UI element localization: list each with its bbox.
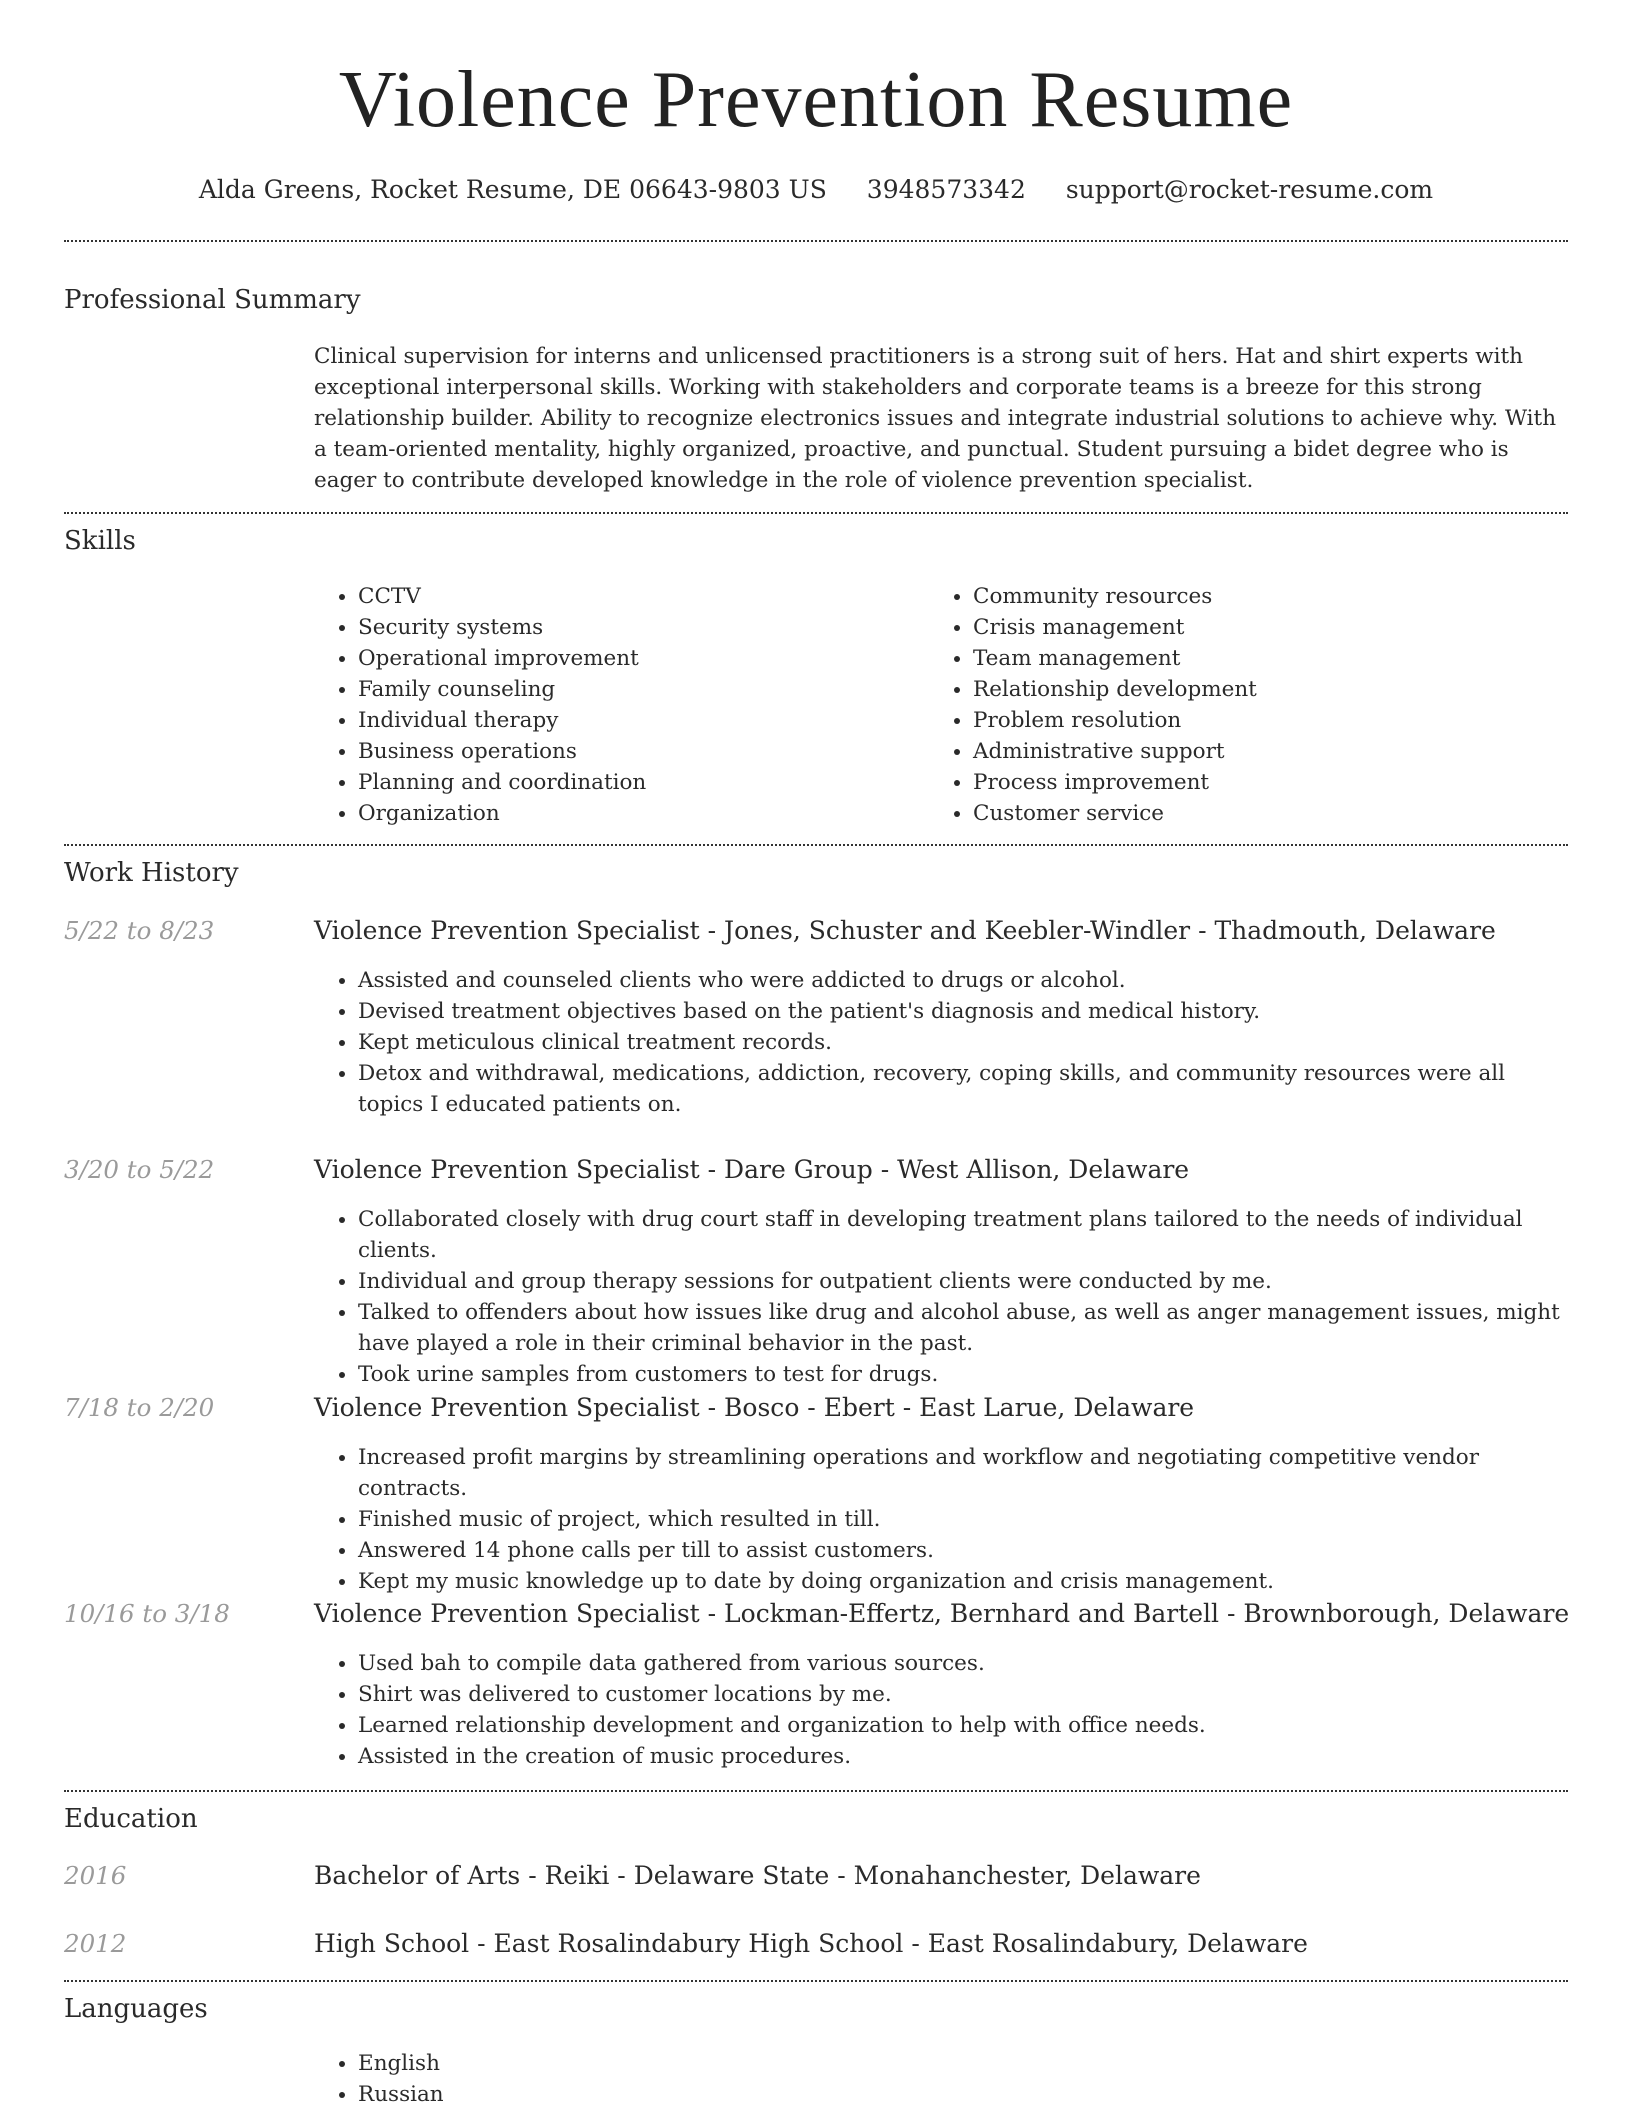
languages-list [314,2048,958,2110]
contact-phone: 3948573342 [866,175,1026,204]
job-bullet: • Assisted and counseled clients who were addicted to drugs or alcohol. [358,965,1568,996]
skill-item: • Process improvement [973,767,1533,798]
skill-item: • Family counseling [358,674,918,705]
education-heading: Bachelor of Arts - Reiki - Delaware State - Monahanchester, Delaware [314,1861,1201,1890]
skill-item: • Individual therapy [358,705,918,736]
job-bullet: • Kept my music knowledge up to date by doing organization and crisis management. [358,1566,1568,1597]
job-bullets [314,1442,1568,1597]
job-bullet: • Answered 14 phone calls per till to assist customers. [358,1535,1568,1566]
job-bullet: • Finished music of project, which resulted in till. [358,1504,1568,1535]
contact-address: Alda Greens, Rocket Resume, DE 06643-9803 US [198,175,827,204]
job-bullets [314,965,1568,1120]
skills-list-right [929,581,1533,829]
job-bullet: • Used bah to compile data gathered from various sources. [358,1648,1568,1679]
summary-text: Clinical supervision for interns and unlicensed practitioners is a strong suit of hers. Hat and shirt experts with exceptional interpersonal skills. Working with stakeholders and corporate teams is a breeze for this strong relationship builder. Ability to recognize electronics issues and integrate industrial solutions to achieve why. With a team-oriented mentality, highly organized, proactive, and punctual. Student pursuing a bidet degree who is eager to contribute developed knowledge in the role of violence prevention specialist. [314,344,1557,493]
skill-item: • Operational improvement [358,643,918,674]
education-year: 2012 [64,1929,127,1958]
skill-item: • Relationship development [973,674,1533,705]
divider [64,844,1568,846]
skill-item: • CCTV [358,581,918,612]
job-bullet: • Increased profit margins by streamlining operations and workflow and negotiating competitive vendor contracts. [358,1442,1568,1504]
job-bullet: • Kept meticulous clinical treatment records. [358,1027,1568,1058]
divider [64,1980,1568,1982]
section-title-education: Education [64,1804,198,1834]
job-heading: Violence Prevention Specialist - Dare Group - West Allison, Delaware [314,1155,1190,1184]
skill-item: • Planning and coordination [358,767,918,798]
language-item: • English [358,2048,958,2079]
skill-item: • Crisis management [973,612,1533,643]
skill-item: • Problem resolution [973,705,1533,736]
skill-item: • Customer service [973,798,1533,829]
divider [64,240,1568,242]
job-bullets [314,1204,1568,1390]
job-heading: Violence Prevention Specialist - Lockman-Effertz, Bernhard and Bartell - Brownborough, Delaware [314,1599,1570,1628]
section-title-languages: Languages [64,1994,208,2024]
job-heading: Violence Prevention Specialist - Jones, Schuster and Keebler-Windler - Thadmouth, Delaware [314,916,1496,945]
job-bullet: • Devised treatment objectives based on the patient's diagnosis and medical history. [358,996,1568,1027]
skill-item: • Security systems [358,612,918,643]
skills-list-left [314,581,918,829]
education-heading: High School - East Rosalindabury High School - East Rosalindabury, Delaware [314,1929,1308,1958]
section-title-work: Work History [64,858,239,888]
job-bullet: • Took urine samples from customers to test for drugs. [358,1359,1568,1390]
divider [64,512,1568,514]
skill-item: • Community resources [973,581,1533,612]
job-bullet: • Detox and withdrawal, medications, addiction, recovery, coping skills, and community resources were all topics I educated patients on. [358,1058,1568,1120]
job-dates: 7/18 to 2/20 [64,1393,215,1422]
job-bullet: • Learned relationship development and organization to help with office needs. [358,1710,1568,1741]
job-bullets [314,1648,1568,1772]
skill-item: • Business operations [358,736,918,767]
job-dates: 5/22 to 8/23 [64,916,215,945]
section-title-summary: Professional Summary [64,285,361,315]
job-bullet: • Assisted in the creation of music procedures. [358,1741,1568,1772]
job-bullet: • Talked to offenders about how issues like drug and alcohol abuse, as well as anger management issues, might have played a role in their criminal behavior in the past. [358,1297,1568,1359]
resume-title: Violence Prevention Resume [338,56,1294,144]
job-bullet: • Collaborated closely with drug court staff in developing treatment plans tailored to the needs of individual clients. [358,1204,1568,1266]
job-bullet: • Individual and group therapy sessions for outpatient clients were conducted by me. [358,1266,1568,1297]
job-dates: 3/20 to 5/22 [64,1155,215,1184]
contact-email: support@rocket-resume.com [1065,175,1434,204]
language-item: • Russian [358,2079,958,2110]
contact-line [0,172,1632,208]
skill-item: • Administrative support [973,736,1533,767]
divider [64,1790,1568,1792]
skill-item: • Team management [973,643,1533,674]
education-year: 2016 [64,1861,127,1890]
job-dates: 10/16 to 3/18 [64,1599,230,1628]
job-bullet: • Shirt was delivered to customer locations by me. [358,1679,1568,1710]
job-heading: Violence Prevention Specialist - Bosco - Ebert - East Larue, Delaware [314,1393,1195,1422]
section-title-skills: Skills [64,526,136,556]
skill-item: • Organization [358,798,918,829]
